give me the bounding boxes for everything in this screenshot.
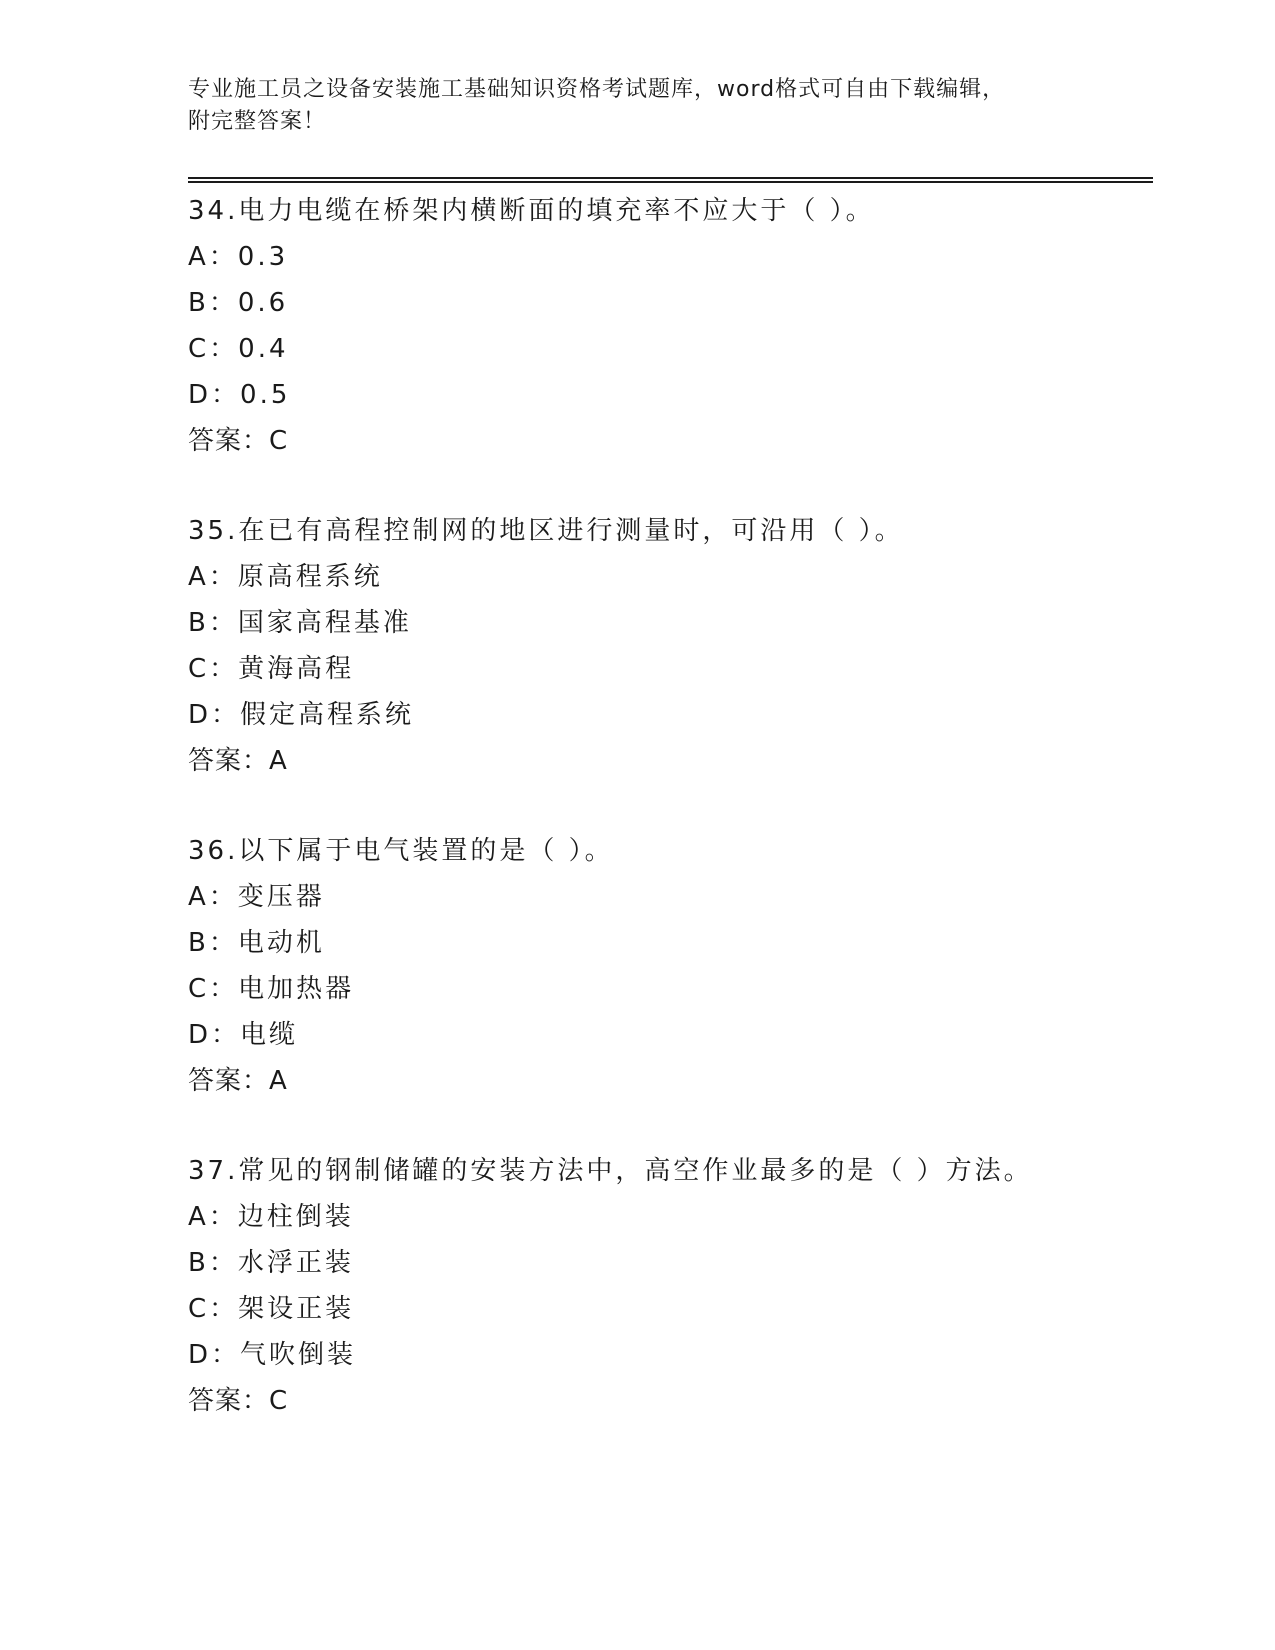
answer-line: 答案：C xyxy=(188,1386,289,1416)
option-b: B：国家高程基准 xyxy=(188,608,412,638)
option-c: C：黄海高程 xyxy=(188,654,355,684)
option-d: D：假定高程系统 xyxy=(188,700,415,730)
answer-line: 答案：C xyxy=(188,426,289,456)
header-line-2: 附完整答案！ xyxy=(188,109,327,134)
option-c: C：架设正装 xyxy=(188,1294,355,1324)
option-a: A：变压器 xyxy=(188,882,325,912)
question-34 xyxy=(188,188,1148,464)
option-d: D：0.5 xyxy=(188,380,291,410)
option-b: B：水浮正装 xyxy=(188,1248,354,1278)
header-divider-top xyxy=(188,177,1153,179)
option-a: A：0.3 xyxy=(188,242,289,272)
question-stem: 35.在已有高程控制网的地区进行测量时，可沿用（ ）。 xyxy=(188,516,904,546)
option-a: A：边柱倒装 xyxy=(188,1202,354,1232)
question-stem: 37.常见的钢制储罐的安装方法中，高空作业最多的是（ ）方法。 xyxy=(188,1156,1033,1186)
option-c: C：0.4 xyxy=(188,334,289,364)
answer-line: 答案：A xyxy=(188,1066,288,1096)
option-d: D：电缆 xyxy=(188,1020,299,1050)
question-37 xyxy=(188,1148,1148,1424)
option-b: B：0.6 xyxy=(188,288,289,318)
question-35 xyxy=(188,508,1148,784)
header-divider-bottom xyxy=(188,181,1153,183)
question-stem: 36.以下属于电气装置的是（ ）。 xyxy=(188,836,614,866)
header-line-1: 专业施工员之设备安装施工基础知识资格考试题库，word格式可自由下载编辑， xyxy=(188,77,1006,102)
option-d: D：气吹倒装 xyxy=(188,1340,357,1370)
answer-line: 答案：A xyxy=(188,746,288,776)
question-36 xyxy=(188,828,1148,1104)
question-stem: 34.电力电缆在桥架内横断面的填充率不应大于（ ）。 xyxy=(188,196,875,226)
option-b: B：电动机 xyxy=(188,928,325,958)
option-a: A：原高程系统 xyxy=(188,562,383,592)
option-c: C：电加热器 xyxy=(188,974,355,1004)
document-header xyxy=(188,74,1088,138)
